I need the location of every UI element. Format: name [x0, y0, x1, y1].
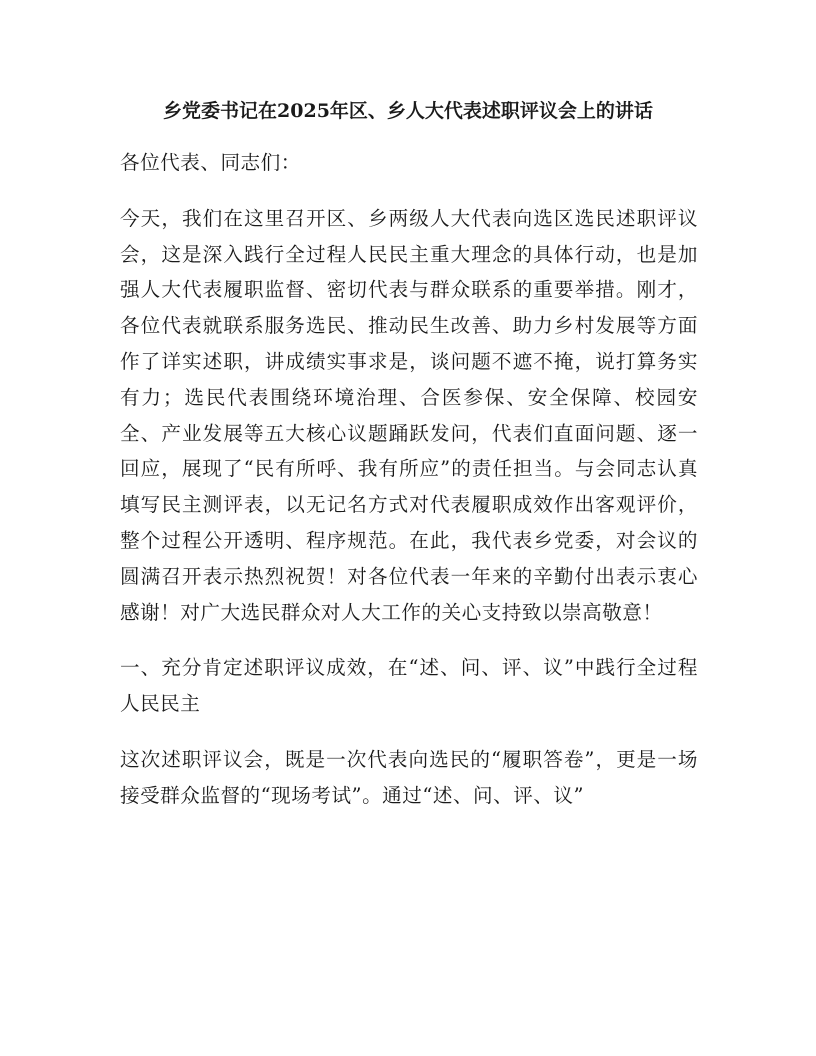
- salutation: 各位代表、同志们：: [120, 151, 301, 174]
- paragraph-section-1: 这次述职评议会，既是一次代表向选民的“履职答卷”，更是一场接受群众监督的“现场考试”。通过“述、问、评、议”: [120, 747, 698, 807]
- section-heading-1: 一、充分肯定述职评议成效，在“述、问、评、议”中践行全过程人民民主: [120, 656, 698, 716]
- document-body: [120, 145, 698, 834]
- paragraph-opening: 今天，我们在这里召开区、乡两级人大代表向选区选民述职评议会，这是深入践行全过程人民民主重大理念的具体行动，也是加强人大代表履职监督、密切代表与群众联系的重要举措。刚才，各位代表就联系服务选民、推动民生改善、助力乡村发展等方面作了详实述职，讲成绩实事求是，谈问题不遮不掩，说打算务实有力；选民代表围绕环境治理、合医参保、安全保障、校园安全、产业发展等五大核心议题踊跃发问，代表们直面问题、逐一回应，展现了“民有所呼、我有所应”的责任担当。与会同志认真填写民主测评表，以无记名方式对代表履职成效作出客观评价，整个过程公开透明、程序规范。在此，我代表乡党委，对会议的圆满召开表示热烈祝贺！对各位代表一年来的辛勤付出表示衷心感谢！对广大选民群众对人大工作的关心支持致以崇高敬意！: [120, 206, 698, 624]
- document-title: 乡党委书记在2025年区、乡人大代表述职评议会上的讲话: [163, 100, 653, 122]
